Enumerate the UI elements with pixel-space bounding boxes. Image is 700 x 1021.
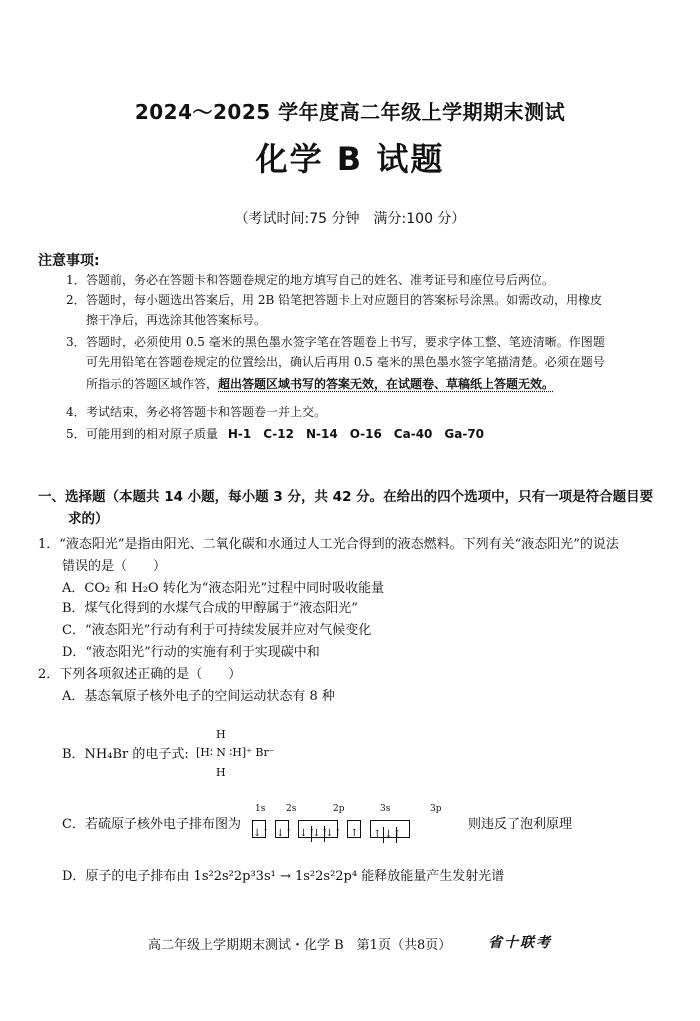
q1-option-a: A．CO₂ 和 H₂O 转化为“液态阳光”过程中同时吸收能量 (62, 581, 385, 596)
electron-dot-h-top: H (216, 728, 226, 741)
page-footer: 高二年级上学期期末测试・化学 B 第1页（共8页） (148, 938, 452, 953)
exam-title: 2024～2025 学年度高二年级上学期期末测试 (134, 100, 566, 124)
notice-heading: 注意事项: (38, 253, 100, 269)
orbital-diagram: ↓↑ ↓↑ ↓↑↓↑↓↑ ↑ ↑ ↓↑ (252, 818, 410, 838)
electron-dot-h-bottom: H (216, 766, 226, 779)
electron-dot-formula: [H∶ N ∶H]⁺ Br⁻ (196, 746, 275, 759)
q2-option-d: D．原子的电子排布由 1s²2s²2p³3s¹ → 1s²2s²2p⁴ 能释放能量产生发射光谱 (62, 869, 505, 884)
q2-option-a: A．基态氧原子核外电子的空间运动状态有 8 种 (62, 689, 335, 704)
q2-option-b: B．NH₄Br 的电子式: (62, 747, 189, 762)
atomic-masses: H-1 C-12 N-14 O-16 Ca-40 Ga-70 (227, 427, 485, 441)
q1-option-c: C．“液态阳光”行动有利于可持续发展并应对气候变化 (62, 623, 372, 638)
q2-option-c: C．若硫原子核外电子排布图为 (62, 817, 241, 832)
notice-item-3: 3．答题时，必须使用 0.5 毫米的黑色墨水签字笔在答题卷上书写，要求字体工整、笔迹清晰。作图题 可先用铅笔在答题卷规定的位置绘出，确认后再用 0.5 毫米的黑色墨水签字笔描清楚。必须在题号 所指示的答题区域作答，超出答题区域书写的答案无效，在试题卷、草稿纸上答题无效。 (66, 335, 605, 391)
notice-item-4: 4．考试结束，务必将答题卡和答题卷一并上交。 (66, 405, 327, 419)
notice-item-2: 2．答题时，每小题选出答案后，用 2B 铅笔把答题卡上对应题目的答案标号涂黑。如需改动，用橡皮 擦干净后，再选涂其他答案标号。 (66, 293, 603, 327)
orbital-label-2p: 2p (333, 804, 345, 814)
orbital-label-3p: 3p (430, 804, 442, 814)
question-1-stem: 1．“液态阳光”是指由阳光、二氧化碳和水通过人工光合得到的液态燃料。下列有关“液态阳光”的说法 错误的是（ ） (38, 537, 619, 574)
question-2-stem: 2．下列各项叙述正确的是（ ） (38, 667, 242, 682)
orbital-label-1s: 1s (255, 804, 266, 814)
notice-item-5: 5．可能用到的相对原子质量 H-1 C-12 N-14 O-16 Ca-40 Ga-70 (66, 427, 485, 441)
exam-info: （考试时间:75 分钟 满分:100 分） (234, 211, 466, 227)
subject-title: 化学 B 试题 (255, 140, 445, 178)
notice-item-1: 1．答题前，务必在答题卡和答题卷规定的地方填写自己的姓名、准考证号和座位号后两位。 (66, 273, 555, 287)
q2-option-c-suffix: 则违反了泡利原理 (468, 817, 573, 832)
orbital-label-3s: 3s (380, 804, 391, 814)
section-heading: 一、选择题（本题共 14 小题，每小题 3 分，共 42 分。在给出的四个选项中，只有一项是符合题目要 求的） (38, 489, 654, 527)
orbital-label-2s: 2s (286, 804, 297, 814)
invalid-answer-warning: 超出答题区域书写的答案无效，在试题卷、草稿纸上答题无效。 (218, 377, 555, 391)
q1-option-b: B．煤气化得到的水煤气合成的甲醇属于“液态阳光” (62, 601, 358, 616)
q1-option-d: D．“液态阳光”行动的实施有利于实现碳中和 (62, 645, 320, 660)
exam-stamp: 省十联考 (488, 935, 552, 951)
